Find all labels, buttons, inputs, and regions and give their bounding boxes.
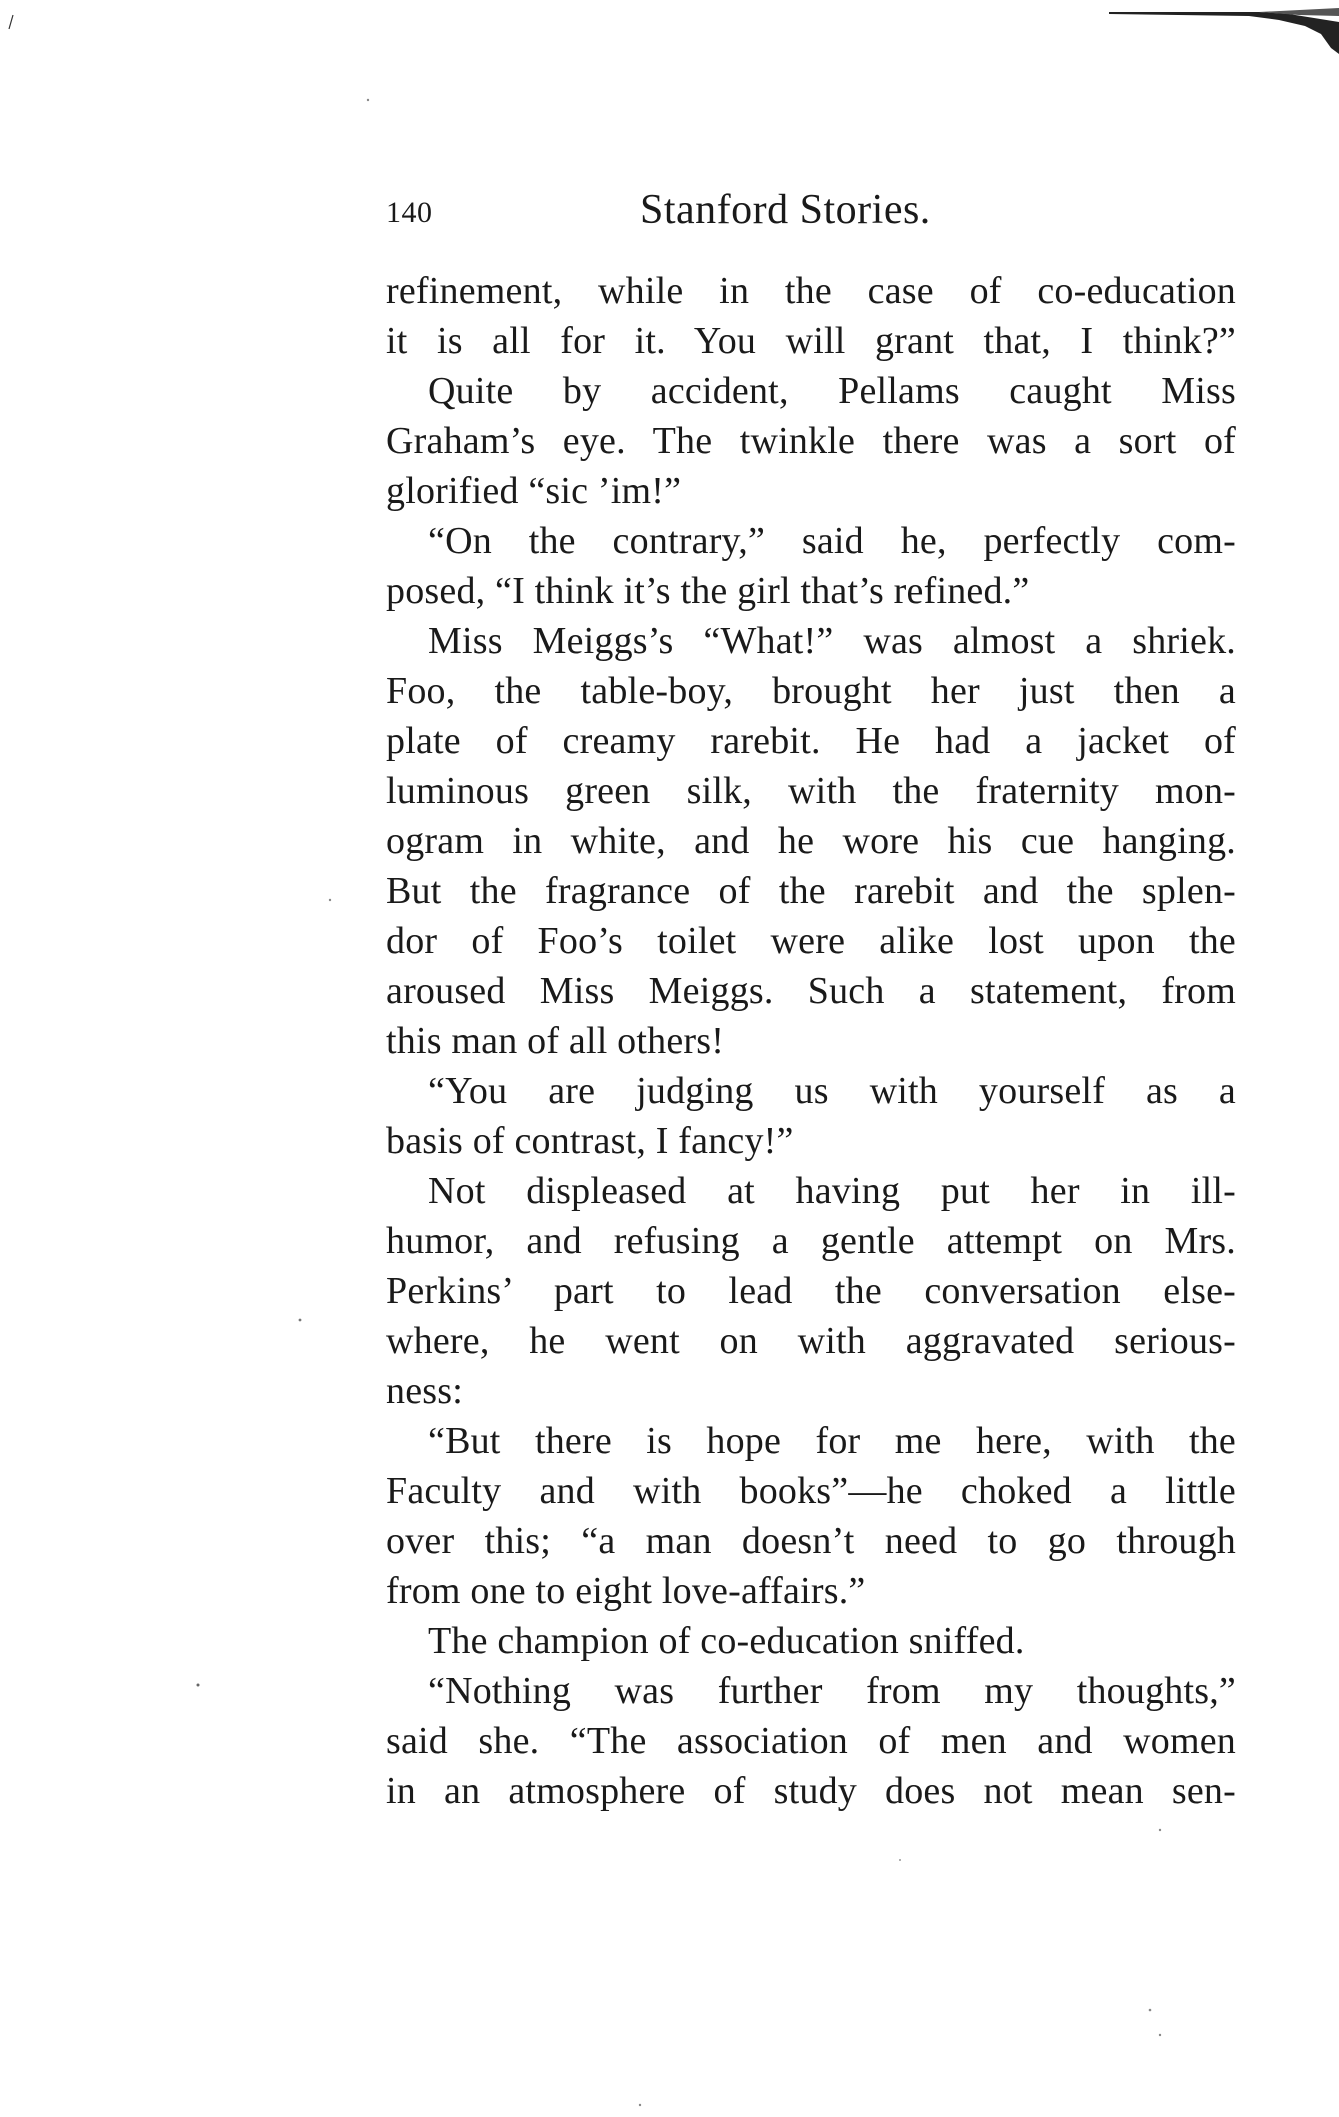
text-line: basis of contrast, I fancy!”	[386, 1120, 794, 1162]
body-text	[386, 266, 1236, 1816]
text-line: ogram in white, and he wore his cue hanging.	[386, 820, 1236, 862]
text-line: Graham’s eye. The twinkle there was a sort of	[386, 420, 1236, 462]
text-line: Not displeased at having put her in ill-	[428, 1170, 1236, 1212]
text-line: posed, “I think it’s the girl that’s refined.”	[386, 570, 1030, 612]
text-line: “You are judging us with yourself as a	[428, 1070, 1236, 1112]
text-line: this man of all others!	[386, 1020, 725, 1062]
page-number: 140	[386, 196, 433, 229]
text-line: But the fragrance of the rarebit and the splen-	[386, 870, 1236, 912]
text-line: in an atmosphere of study does not mean sen-	[386, 1770, 1236, 1812]
text-line: ness:	[386, 1370, 463, 1412]
scan-corner-shadow	[1109, 4, 1339, 64]
text-line: where, he went on with aggravated serious-	[386, 1320, 1236, 1362]
text-line: “On the contrary,” said he, perfectly com-	[428, 520, 1236, 562]
text-line: “But there is hope for me here, with the	[428, 1420, 1236, 1462]
text-line: from one to eight love-affairs.”	[386, 1570, 866, 1612]
text-line: said she. “The association of men and women	[386, 1720, 1236, 1762]
running-head	[386, 186, 986, 246]
text-line: aroused Miss Meiggs. Such a statement, from	[386, 970, 1236, 1012]
text-line: it is all for it. You will grant that, I think?”	[386, 320, 1236, 362]
text-line: Quite by accident, Pellams caught Miss	[428, 370, 1236, 412]
text-line: Miss Meiggs’s “What!” was almost a shriek.	[428, 620, 1236, 662]
text-line: refinement, while in the case of co-education	[386, 270, 1236, 312]
text-line: Perkins’ part to lead the conversation else-	[386, 1270, 1236, 1312]
text-line: glorified “sic ’im!”	[386, 470, 682, 512]
text-line: Faculty and with books”—he choked a little	[386, 1470, 1236, 1512]
text-line: plate of creamy rarebit. He had a jacket of	[386, 720, 1236, 762]
text-line: humor, and refusing a gentle attempt on Mrs.	[386, 1220, 1236, 1262]
running-title: Stanford Stories.	[640, 187, 931, 233]
text-line: “Nothing was further from my thoughts,”	[428, 1670, 1236, 1712]
text-line: dor of Foo’s toilet were alike lost upon the	[386, 920, 1236, 962]
text-line: The champion of co-education sniffed.	[428, 1620, 1025, 1662]
text-line: luminous green silk, with the fraternity mon-	[386, 770, 1236, 812]
text-line: over this; “a man doesn’t need to go through	[386, 1520, 1236, 1562]
text-line: Foo, the table-boy, brought her just then a	[386, 670, 1236, 712]
page-edge-mark	[8, 14, 14, 30]
